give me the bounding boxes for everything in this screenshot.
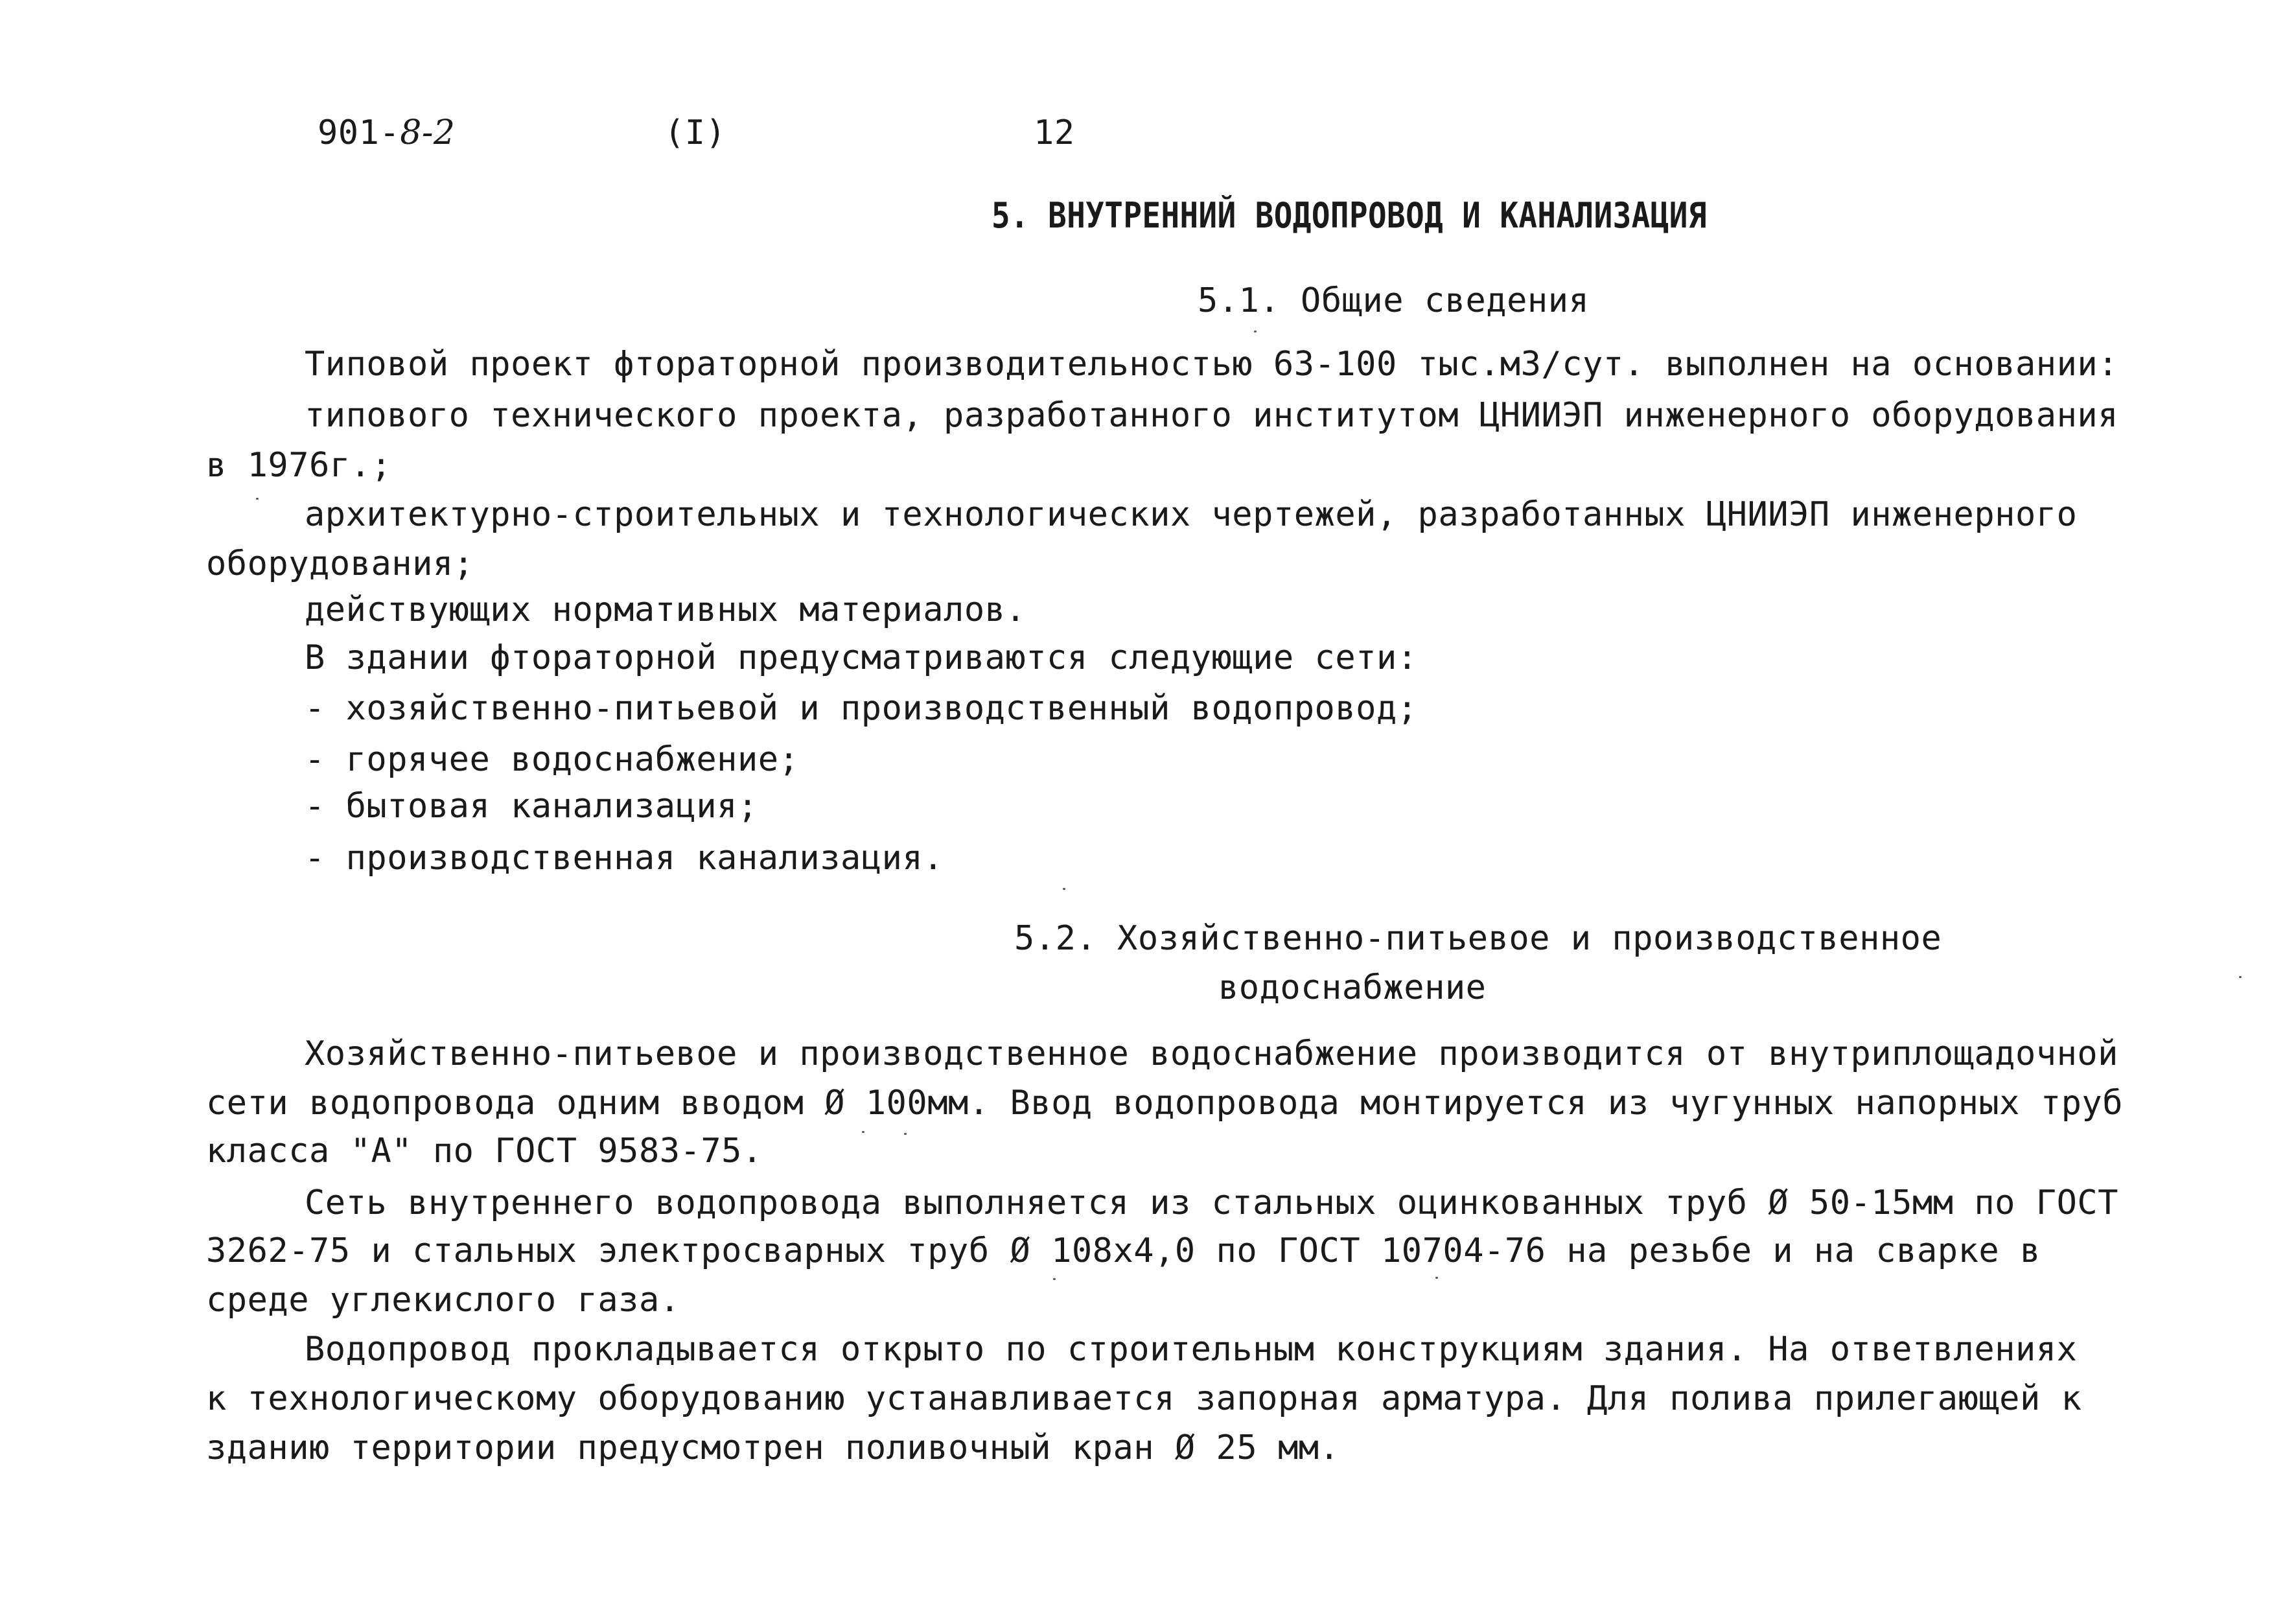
doc-number-prefix: 901- xyxy=(318,113,400,152)
paragraph-line: в 1976г.; xyxy=(206,446,392,485)
list-item: - горячее водоснабжение; xyxy=(305,740,800,779)
list-item: - хозяйственно-питьевой и производственный водопровод; xyxy=(305,689,1418,728)
scan-speck xyxy=(1435,1277,1438,1279)
paragraph-line: среде углекислого газа. xyxy=(206,1281,680,1320)
paragraph-line: класса "А" по ГОСТ 9583-75. xyxy=(206,1132,763,1171)
doc-number xyxy=(318,113,455,152)
paragraph-line: зданию территории предусмотрен поливочный кран Ø 25 мм. xyxy=(206,1428,1340,1467)
section-5-2-title-continued: водоснабжение xyxy=(1218,968,1487,1007)
paragraph-line: к технологическому оборудованию устанавливается запорная арматура. Для полива прилегающей к xyxy=(206,1379,2082,1418)
doc-part: (I) xyxy=(664,113,726,152)
paragraph-line: действующих нормативных материалов. xyxy=(305,590,1026,629)
scan-speck xyxy=(1053,1278,1056,1280)
scan-speck xyxy=(1063,888,1065,890)
paragraph-line: В здании фтораторной предусматриваются следующие сети: xyxy=(305,638,1418,677)
scan-speck xyxy=(862,1131,864,1133)
paragraph-line: Сеть внутреннего водопровода выполняется из стальных оцинкованных труб Ø 50-15мм по ГОСТ xyxy=(305,1183,2118,1222)
paragraph-line: Хозяйственно-питьевое и производственное водоснабжение производится от внутриплощадочной xyxy=(305,1034,2118,1073)
paragraph-line: оборудования; xyxy=(206,544,474,583)
paragraph-line: Водопровод прокладывается открыто по строительным конструкциям здания. На ответвлениях xyxy=(305,1330,2078,1369)
paragraph-line: архитектурно-строительных и технологических чертежей, разработанных ЦНИИЭП инженерного xyxy=(305,495,2078,534)
scan-speck xyxy=(256,498,259,500)
paragraph-line: типового технического проекта, разработанного институтом ЦНИИЭП инженерного оборудования xyxy=(305,396,2118,435)
scan-speck xyxy=(1254,331,1257,332)
list-item: - бытовая канализация; xyxy=(305,787,758,826)
section-5-1-title: 5.1. Общие сведения xyxy=(1198,281,1590,320)
section-5-title: 5. ВНУТРЕННИЙ ВОДОПРОВОД И КАНАЛИЗАЦИЯ xyxy=(991,195,1707,236)
doc-number-handwritten: 8-2 xyxy=(400,113,456,152)
page-number: 12 xyxy=(1034,113,1075,152)
paragraph-line: Типовой проект фтораторной производительностью 63-100 тыс.м3/сут. выполнен на основании: xyxy=(305,345,2118,384)
scan-speck xyxy=(2239,976,2242,978)
paragraph-line: сети водопровода одним вводом Ø 100мм. Ввод водопровода монтируется из чугунных напорных труб xyxy=(206,1084,2124,1123)
paragraph-line: 3262-75 и стальных электросварных труб Ø 108x4,0 по ГОСТ 10704-76 на резьбе и на сварке в xyxy=(206,1231,2041,1270)
list-item: - производственная канализация. xyxy=(305,839,944,878)
section-5-2-title: 5.2. Хозяйственно-питьевое и производственное xyxy=(1014,919,1942,958)
scan-speck xyxy=(904,1133,907,1135)
